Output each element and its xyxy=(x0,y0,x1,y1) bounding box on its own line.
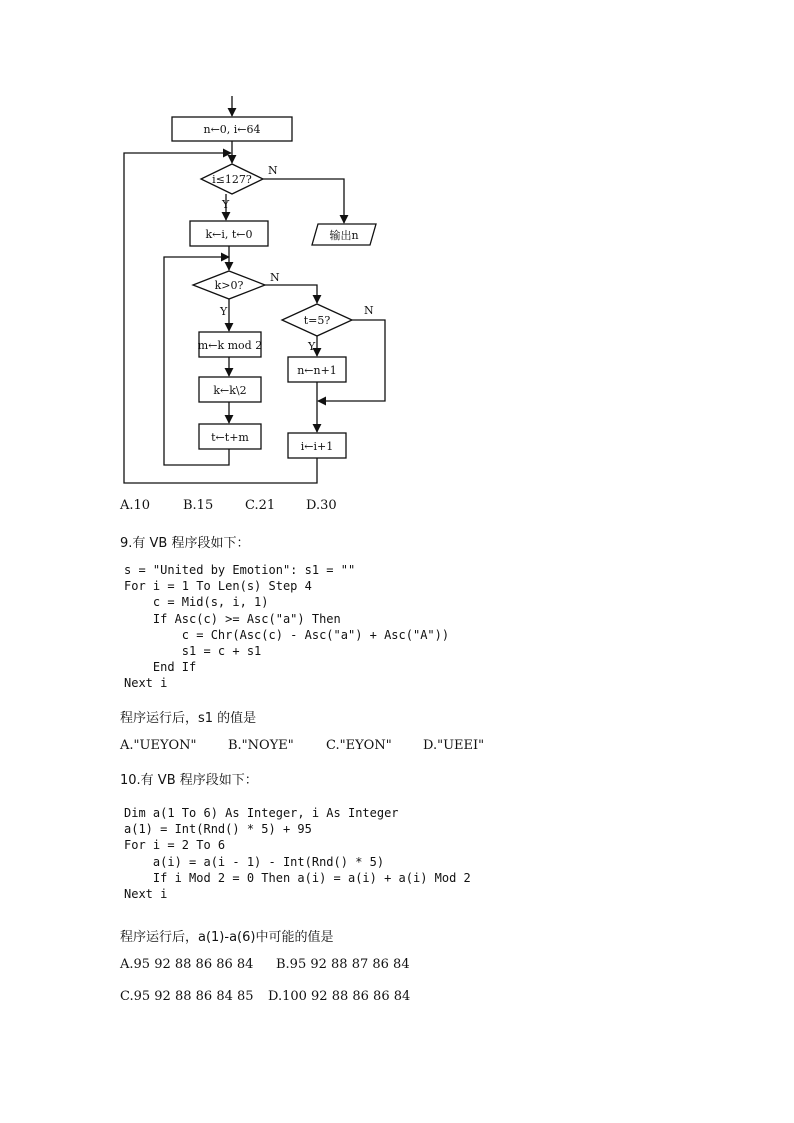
step-i-label: i←i+1 xyxy=(300,440,334,453)
assign-label: k←i, t←0 xyxy=(205,228,253,241)
code-line: a(1) = Int(Rnd() * 5) + 95 xyxy=(124,822,312,837)
q10-code-block xyxy=(124,805,471,902)
cond-t-label: t=5? xyxy=(303,314,331,327)
code-line: If i Mod 2 = 0 Then a(i) = a(i) + a(i) Mod 2 xyxy=(124,870,471,885)
code-line: c = Chr(Asc(c) - Asc("a") + Asc("A")) xyxy=(124,627,450,642)
flowchart xyxy=(120,90,392,490)
code-line: Next i xyxy=(124,887,168,902)
q9-option-d: D."UEEI" xyxy=(423,738,485,753)
step-k-label: k←k\2 xyxy=(213,384,247,397)
q10-option-b: B.95 92 88 87 86 84 xyxy=(276,957,410,972)
code-line: For i = 2 To 6 xyxy=(124,838,226,853)
q9-code-block xyxy=(124,562,449,692)
output-label: 输出n xyxy=(329,229,359,242)
q9-question: 程序运行后，s1 的值是 xyxy=(120,711,257,726)
code-line: End If xyxy=(124,660,197,675)
init-label: n←0, i←64 xyxy=(203,123,261,136)
q9-option-a: A."UEYON" xyxy=(120,738,197,753)
q9-option-c: C."EYON" xyxy=(326,738,392,753)
code-line: s = "United by Emotion": s1 = "" xyxy=(124,563,356,577)
yes-label-i: Y xyxy=(222,198,230,211)
q9-option-b: B."NOYE" xyxy=(228,738,294,753)
code-line: c = Mid(s, i, 1) xyxy=(124,595,269,610)
cond-k-label: k>0? xyxy=(214,279,244,292)
q10-question: 程序运行后，a(1)-a(6)中可能的值是 xyxy=(120,930,334,945)
q8-option-d: D.30 xyxy=(306,498,337,513)
no-label-t: N xyxy=(364,304,374,317)
q9-title: 9.有 VB 程序段如下： xyxy=(120,536,250,551)
no-label-k: N xyxy=(270,271,280,284)
cond-i-label: i≤127? xyxy=(212,173,252,186)
q10-option-d: D.100 92 88 86 86 84 xyxy=(268,989,411,1004)
code-line: a(i) = a(i - 1) - Int(Rnd() * 5) xyxy=(124,854,385,869)
code-line: For i = 1 To Len(s) Step 4 xyxy=(124,579,312,594)
q8-option-b: B.15 xyxy=(183,498,214,513)
q8-option-c: C.21 xyxy=(245,498,276,513)
code-line: s1 = c + s1 xyxy=(124,644,262,659)
code-line: Dim a(1 To 6) As Integer, i As Integer xyxy=(124,806,399,820)
yes-label-t: Y xyxy=(308,340,316,353)
step-m-label: m←k mod 2 xyxy=(197,339,263,352)
q10-option-c: C.95 92 88 86 84 85 xyxy=(120,989,254,1004)
code-line: Next i xyxy=(124,676,168,691)
q10-title: 10.有 VB 程序段如下： xyxy=(120,773,258,788)
step-n-label: n←n+1 xyxy=(297,364,337,377)
q10-option-a: A.95 92 88 86 86 84 xyxy=(120,957,254,972)
yes-label-k: Y xyxy=(220,305,228,318)
no-label-i: N xyxy=(268,164,278,177)
q8-option-a: A.10 xyxy=(120,498,151,513)
step-t-label: t←t+m xyxy=(211,431,249,444)
code-line: If Asc(c) >= Asc("a") Then xyxy=(124,611,341,626)
